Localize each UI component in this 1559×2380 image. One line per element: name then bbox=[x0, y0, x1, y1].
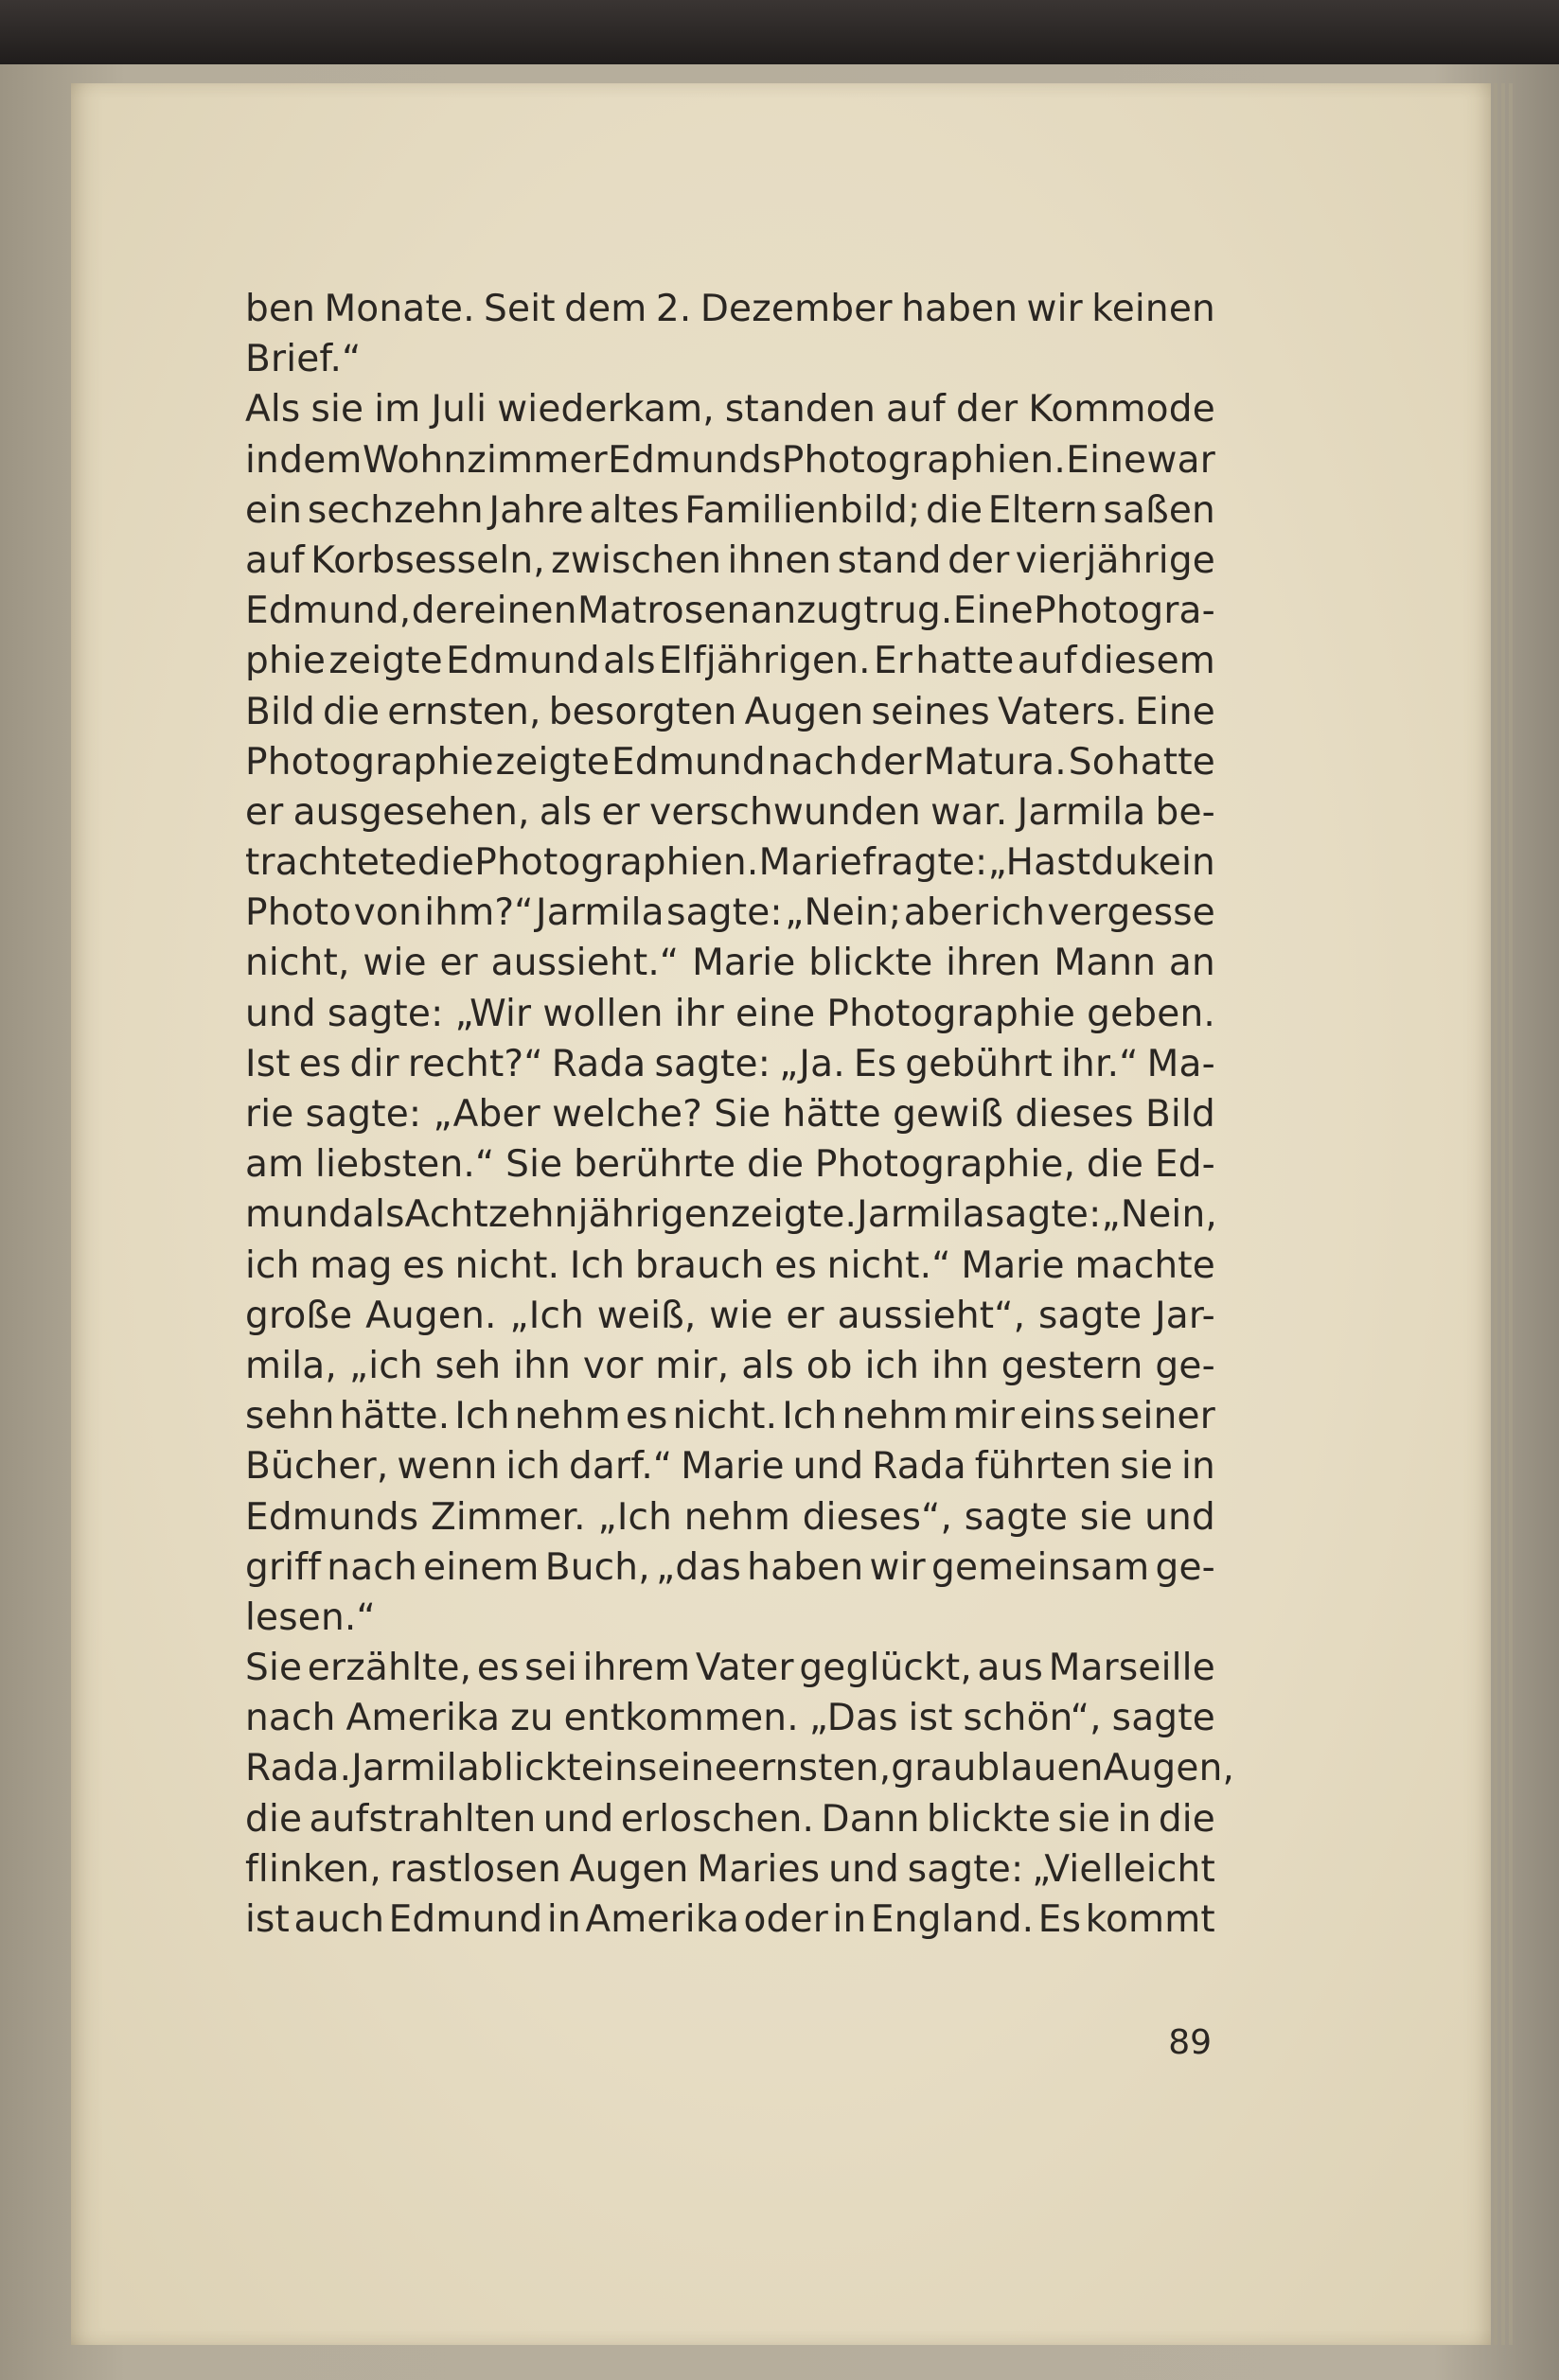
text-line: er ausgesehen, als er verschwunden war. Jarmila be- bbox=[245, 790, 1215, 834]
page-edge-stack bbox=[1494, 83, 1497, 2345]
text-line: Edmund, der einen Matrosenanzug trug. Eine Photogra- bbox=[245, 590, 1215, 633]
text-line: große Augen. „Ich weiß, wie er aussieht“, sagte Jar- bbox=[245, 1294, 1215, 1337]
text-line: mund als Achtzehnjährigen zeigte. Jarmila sagte: „Nein, bbox=[245, 1193, 1217, 1237]
text-line: nicht, wie er aussieht.“ Marie blickte ihren Mann an bbox=[245, 942, 1215, 985]
text-line: Edmunds Zimmer. „Ich nehm dieses“, sagte sie und bbox=[245, 1495, 1215, 1539]
text-line: ist auch Edmund in Amerika oder in England. Es kommt bbox=[245, 1898, 1215, 1941]
text-line: mila, „ich seh ihn vor mir, als ob ich ihn gestern ge- bbox=[245, 1344, 1215, 1387]
text-line: und sagte: „Wir wollen ihr eine Photographie geben. bbox=[245, 992, 1215, 1035]
text-line: trachtete die Photographien. Marie fragte: „Hast du kein bbox=[245, 841, 1215, 885]
text-line: Rada. Jarmila blickte in seine ernsten, graublauen Augen, bbox=[245, 1747, 1235, 1790]
text-line: die aufstrahlten und erloschen. Dann blickte sie in die bbox=[245, 1797, 1215, 1841]
text-line: nach Amerika zu entkommen. „Das ist schön“, sagte bbox=[245, 1697, 1215, 1740]
text-line: Photo von ihm?“ Jarmila sagte: „Nein; aber ich vergesse bbox=[245, 891, 1215, 935]
text-line: Photographie zeigte Edmund nach der Matura. So hatte bbox=[245, 740, 1215, 784]
text-line: griff nach einem Buch, „das haben wir gemeinsam ge- bbox=[245, 1545, 1215, 1589]
page-edge-stack bbox=[1501, 83, 1505, 2345]
text-line: lesen.“ bbox=[245, 1595, 376, 1639]
text-line: am liebsten.“ Sie berührte die Photographie, die Ed- bbox=[245, 1143, 1215, 1187]
text-line: Als sie im Juli wiederkam, standen auf der Kommode bbox=[245, 388, 1215, 432]
text-line: auf Korbsesseln, zwischen ihnen stand der vierjährige bbox=[245, 538, 1215, 582]
text-line: ben Monate. Seit dem 2. Dezember haben wir keinen bbox=[245, 288, 1215, 330]
text-line: Ist es dir recht?“ Rada sagte: „Ja. Es gebührt ihr.“ Ma- bbox=[245, 1042, 1215, 1085]
text-line: ich mag es nicht. Ich brauch es nicht.“ Marie machte bbox=[245, 1243, 1215, 1287]
text-line: Brief.“ bbox=[245, 338, 362, 381]
text-line: ein sechzehn Jahre altes Familienbild; die Eltern saßen bbox=[245, 488, 1215, 532]
text-line: phie zeigte Edmund als Elfjährigen. Er hatte auf diesem bbox=[245, 640, 1215, 683]
page-number: 89 bbox=[1168, 2023, 1212, 2062]
body-text bbox=[245, 284, 1235, 1978]
text-line: flinken, rastlosen Augen Maries und sagte: „Vielleicht bbox=[245, 1847, 1215, 1891]
text-line: in dem Wohnzimmer Edmunds Photographien. Eine war bbox=[245, 438, 1215, 482]
text-line: Bild die ernsten, besorgten Augen seines Vaters. Eine bbox=[245, 690, 1215, 733]
text-line: rie sagte: „Aber welche? Sie hätte gewiß dieses Bild bbox=[245, 1093, 1215, 1136]
text-line: Bücher, wenn ich darf.“ Marie und Rada führten sie in bbox=[245, 1445, 1215, 1489]
text-line: Sie erzählte, es sei ihrem Vater geglückt, aus Marseille bbox=[245, 1647, 1215, 1690]
text-line: sehn hätte. Ich nehm es nicht. Ich nehm mir eins seiner bbox=[245, 1395, 1215, 1438]
page-edge-stack bbox=[1509, 83, 1513, 2345]
